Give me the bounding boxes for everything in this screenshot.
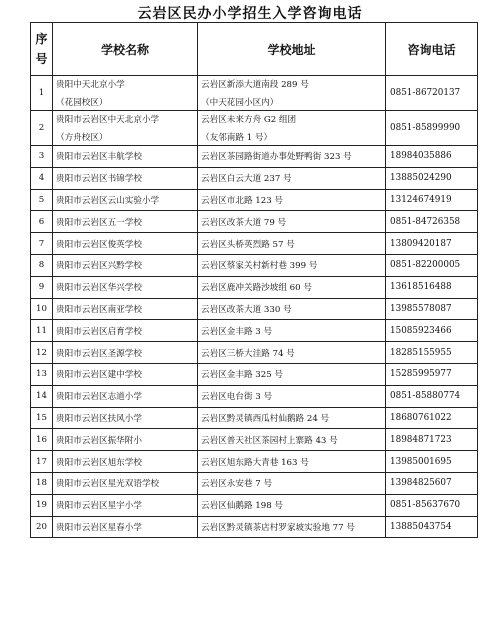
cell-school <box>53 494 198 516</box>
cell-school-text: 贵阳市云岩区星春小学 <box>56 522 142 533</box>
cell-seq-text: 7 <box>38 238 45 249</box>
school-contact-table <box>30 22 478 538</box>
page-title: 云岩区民办小学招生入学咨询电话 <box>137 6 363 22</box>
cell-address-text: （友邻南路 1 号） <box>201 133 273 143</box>
cell-address-text: （中天花园小区内） <box>201 98 279 108</box>
cell-address-text: 云岩区茶园路街道办事处野鸭街 323 号 <box>201 152 352 163</box>
cell-address <box>198 320 386 342</box>
table-row <box>31 276 478 298</box>
cell-address-text: 云岩区黔灵镇茶店村罗家坡实验地 77 号 <box>201 522 355 533</box>
cell-phone <box>386 111 478 146</box>
table-row <box>31 76 478 111</box>
cell-seq-text: 6 <box>38 216 45 227</box>
cell-seq <box>31 233 53 255</box>
cell-school-text: 贵阳市云岩区圣源学校 <box>56 348 142 359</box>
table-row <box>31 211 478 233</box>
cell-school <box>53 363 198 385</box>
header-school: 学校名称 <box>53 23 198 76</box>
cell-address <box>198 363 386 385</box>
cell-school <box>53 516 198 538</box>
cell-address <box>198 276 386 298</box>
cell-school <box>53 189 198 211</box>
cell-seq-text: 4 <box>38 173 45 184</box>
cell-address <box>198 233 386 255</box>
cell-seq-text: 1 <box>38 88 45 98</box>
header-address: 学校地址 <box>198 23 386 76</box>
cell-school-text: 贵阳市云岩区兴黔学校 <box>56 261 142 272</box>
table-row <box>31 385 478 407</box>
cell-phone <box>386 189 478 211</box>
table-header-row <box>31 23 478 76</box>
cell-seq-text: 9 <box>38 282 45 293</box>
cell-seq-text: 17 <box>36 456 47 467</box>
table-row <box>31 407 478 429</box>
cell-phone <box>386 516 478 538</box>
cell-address <box>198 111 386 146</box>
cell-seq-text: 16 <box>36 434 47 445</box>
cell-school <box>53 342 198 364</box>
cell-phone <box>386 211 478 233</box>
cell-address <box>198 211 386 233</box>
cell-seq <box>31 167 53 189</box>
cell-address-text: 云岩区三桥大洼路 74 号 <box>201 348 295 359</box>
cell-school-text: 贵阳中天北京小学 <box>56 80 125 90</box>
cell-school <box>53 385 198 407</box>
cell-phone-text: 13618516488 <box>390 282 452 293</box>
cell-school-text: 贵阳市云岩区五一学校 <box>56 217 142 228</box>
cell-school <box>53 76 198 111</box>
cell-phone-text: 13985578087 <box>390 303 452 314</box>
cell-seq <box>31 451 53 473</box>
cell-seq-text: 3 <box>38 151 45 162</box>
table-row <box>31 167 478 189</box>
cell-address <box>198 342 386 364</box>
cell-address-text: 云岩区未来方舟 G2 组团 <box>201 115 297 125</box>
cell-address <box>198 429 386 451</box>
cell-seq-text: 14 <box>36 391 47 402</box>
cell-address-text: 云岩区改茶大道 330 号 <box>201 304 292 315</box>
table-row <box>31 146 478 168</box>
cell-phone-text: 13885043754 <box>390 521 452 532</box>
cell-school <box>53 298 198 320</box>
cell-phone-text: 15085923466 <box>390 325 452 336</box>
cell-school-text: （花园校区） <box>56 98 108 108</box>
cell-address-text: 云岩区金丰路 325 号 <box>201 370 284 381</box>
table-row <box>31 451 478 473</box>
cell-phone <box>386 472 478 494</box>
cell-address-text: 云岩区改茶大道 79 号 <box>201 217 287 228</box>
cell-seq-text: 18 <box>36 478 47 489</box>
cell-phone-text: 0851-86720137 <box>390 88 461 98</box>
cell-phone-text: 0851-85899990 <box>390 123 461 133</box>
cell-school <box>53 254 198 276</box>
table-row <box>31 111 478 146</box>
cell-phone <box>386 385 478 407</box>
cell-school-text: 贵阳市云岩区建中学校 <box>56 370 142 381</box>
header-phone: 咨询电话 <box>386 23 478 76</box>
cell-address <box>198 516 386 538</box>
cell-address-text: 云岩区黔灵镇西瓜村仙鹅路 24 号 <box>201 413 330 424</box>
cell-school <box>53 320 198 342</box>
header-seq-line1: 序 <box>35 32 48 46</box>
cell-phone-text: 0851-85880774 <box>390 391 461 402</box>
cell-school-text: 贵阳市云岩区俊英学校 <box>56 239 142 250</box>
cell-phone-text: 0851-82200005 <box>390 260 461 271</box>
cell-phone-text: 18680761022 <box>390 412 452 423</box>
cell-phone <box>386 254 478 276</box>
cell-address <box>198 298 386 320</box>
cell-school <box>53 472 198 494</box>
cell-address-text: 云岩区金丰路 3 号 <box>201 326 273 337</box>
cell-seq <box>31 320 53 342</box>
cell-seq-text: 13 <box>36 369 47 380</box>
cell-phone <box>386 320 478 342</box>
cell-school-text: 贵阳市云岩区南亚学校 <box>56 304 142 315</box>
cell-phone <box>386 451 478 473</box>
cell-phone-text: 13809420187 <box>390 238 452 249</box>
cell-address-text: 云岩区市北路 123 号 <box>201 195 284 206</box>
cell-school <box>53 233 198 255</box>
cell-seq <box>31 342 53 364</box>
cell-phone-text: 13885024290 <box>390 173 452 184</box>
cell-address-text: 云岩区普天社区茶园村上寨路 43 号 <box>201 435 338 446</box>
cell-phone <box>386 363 478 385</box>
cell-school-text: 贵阳市云岩区旭东学校 <box>56 457 142 468</box>
cell-school <box>53 429 198 451</box>
header-seq <box>31 23 53 76</box>
cell-address <box>198 76 386 111</box>
cell-school-text: 贵阳市云岩区启育学校 <box>56 326 142 337</box>
table-row <box>31 233 478 255</box>
cell-school <box>53 111 198 146</box>
cell-address <box>198 407 386 429</box>
cell-seq-text: 2 <box>38 123 45 133</box>
cell-school <box>53 167 198 189</box>
cell-phone <box>386 298 478 320</box>
cell-seq <box>31 189 53 211</box>
cell-address-text: 云岩区头桥英烈路 57 号 <box>201 239 295 250</box>
cell-address-text: 云岩区电台街 3 号 <box>201 392 273 403</box>
table-row <box>31 254 478 276</box>
cell-seq <box>31 76 53 111</box>
cell-seq-text: 19 <box>36 500 47 511</box>
cell-school-text: 贵阳市云岩区中天北京小学 <box>56 115 160 125</box>
cell-address <box>198 472 386 494</box>
cell-phone <box>386 146 478 168</box>
cell-seq-text: 20 <box>36 521 47 532</box>
cell-phone-text: 0851-84726358 <box>390 216 461 227</box>
cell-seq-text: 15 <box>36 412 47 423</box>
cell-address <box>198 146 386 168</box>
cell-school-text: 贵阳市云岩区扶风小学 <box>56 413 142 424</box>
cell-seq-text: 8 <box>38 260 45 271</box>
cell-school <box>53 451 198 473</box>
cell-seq <box>31 298 53 320</box>
cell-address-text: 云岩区仙鹅路 198 号 <box>201 501 284 512</box>
cell-phone <box>386 76 478 111</box>
cell-phone <box>386 407 478 429</box>
cell-seq <box>31 429 53 451</box>
cell-school-text: 贵阳市云岩区华兴学校 <box>56 283 142 294</box>
header-seq-line2: 号 <box>35 52 48 66</box>
cell-seq <box>31 472 53 494</box>
cell-seq <box>31 276 53 298</box>
cell-seq <box>31 385 53 407</box>
cell-phone <box>386 342 478 364</box>
table-row <box>31 363 478 385</box>
cell-address <box>198 167 386 189</box>
cell-seq <box>31 111 53 146</box>
table-row <box>31 516 478 538</box>
cell-address-text: 云岩区白云大道 237 号 <box>201 174 292 185</box>
cell-phone-text: 13985001695 <box>390 456 452 467</box>
table-row <box>31 494 478 516</box>
cell-phone-text: 13124674919 <box>390 194 452 205</box>
cell-phone <box>386 167 478 189</box>
cell-seq-text: 10 <box>36 303 47 314</box>
cell-phone <box>386 429 478 451</box>
cell-phone-text: 15285995977 <box>390 369 452 380</box>
cell-phone-text: 13984825607 <box>390 478 452 489</box>
cell-school <box>53 146 198 168</box>
cell-address <box>198 385 386 407</box>
cell-phone <box>386 233 478 255</box>
cell-address-text: 云岩区鹿冲关路沙坡组 60 号 <box>201 283 312 294</box>
cell-phone <box>386 276 478 298</box>
cell-address <box>198 494 386 516</box>
cell-seq-text: 5 <box>38 194 45 205</box>
cell-school-text: （方舟校区） <box>56 133 108 143</box>
cell-seq <box>31 494 53 516</box>
table-row <box>31 320 478 342</box>
cell-phone <box>386 494 478 516</box>
cell-seq <box>31 407 53 429</box>
cell-seq <box>31 211 53 233</box>
table-row <box>31 342 478 364</box>
cell-address-text: 云岩区新添大道南段 289 号 <box>201 80 309 90</box>
cell-school <box>53 276 198 298</box>
cell-school-text: 贵阳市云岩区志道小学 <box>56 392 142 403</box>
cell-seq <box>31 254 53 276</box>
cell-address <box>198 451 386 473</box>
cell-seq <box>31 363 53 385</box>
cell-address-text: 云岩区永安巷 7 号 <box>201 479 273 490</box>
cell-seq <box>31 146 53 168</box>
cell-seq <box>31 516 53 538</box>
cell-seq-text: 11 <box>36 325 47 336</box>
cell-school-text: 贵阳市云岩区星光双语学校 <box>56 479 160 490</box>
cell-school-text: 贵阳市云岩区星宇小学 <box>56 501 142 512</box>
cell-school <box>53 211 198 233</box>
cell-address <box>198 189 386 211</box>
cell-phone-text: 18984035886 <box>390 151 452 162</box>
cell-school-text: 贵阳市云岩区丰航学校 <box>56 152 142 163</box>
cell-seq-text: 12 <box>36 347 47 358</box>
cell-phone-text: 0851-85637670 <box>390 500 461 511</box>
cell-address <box>198 254 386 276</box>
cell-school-text: 贵阳市云岩区书锦学校 <box>56 174 142 185</box>
cell-school <box>53 407 198 429</box>
cell-address-text: 云岩区旭东路大青巷 163 号 <box>201 457 309 468</box>
cell-phone-text: 18285155955 <box>390 347 452 358</box>
table-row <box>31 472 478 494</box>
cell-address-text: 云岩区蔡家关村新村巷 399 号 <box>201 261 318 272</box>
table-row <box>31 429 478 451</box>
cell-phone-text: 18984871723 <box>390 434 452 445</box>
table-row <box>31 189 478 211</box>
cell-school-text: 贵阳市云岩区振华附小 <box>56 435 142 446</box>
table-row <box>31 298 478 320</box>
cell-school-text: 贵阳市云岩区云山实验小学 <box>56 195 160 206</box>
